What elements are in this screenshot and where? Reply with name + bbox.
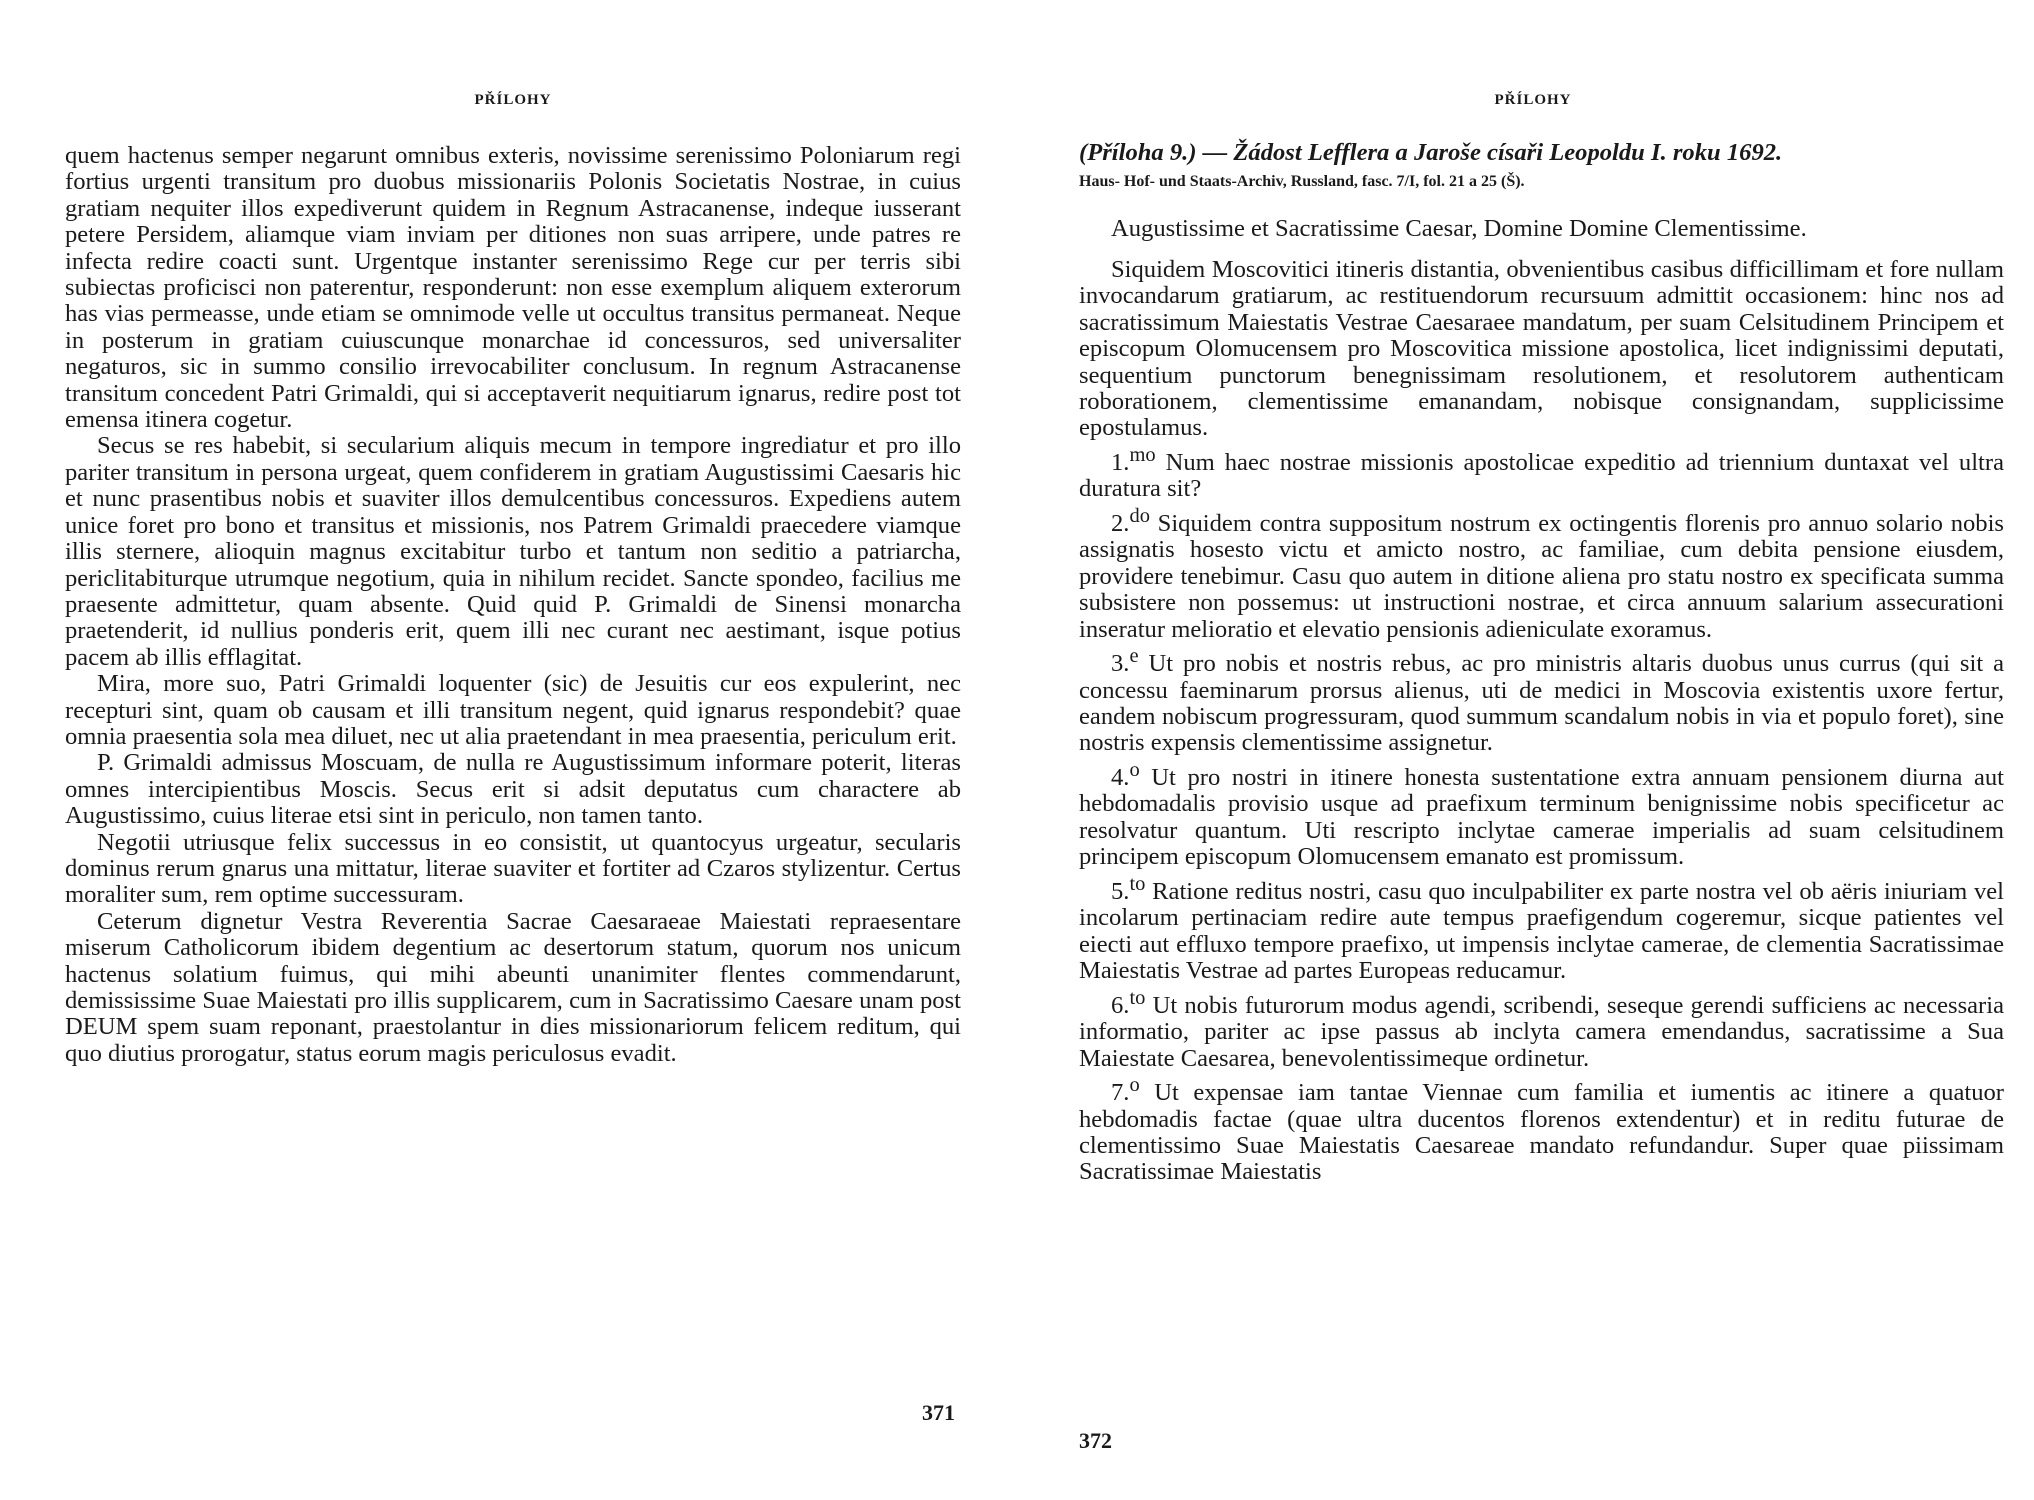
left-text-block — [65, 143, 961, 1067]
point-number: 4. — [1111, 764, 1130, 792]
numbered-point — [1079, 442, 2004, 503]
paragraph: Ceterum dignetur Vestra Reverentia Sacrae Caesaraeae Maiestati repraesentare miserum Catholicorum ibidem degentium ac desertorum statum, quorum nos unicum hactenus solatium fuimus, qui mihi abeunti unanimiter flentes commendarunt, demississime Suae Maiestati pro illis supplicarem, cum in Sacratissimo Caesare unam post DEUM spem suam reponant, praestolantur in dies missionariorum felicem reditum, qui quo diutius prorogatur, status eorum magis periculosus evadit. — [65, 907, 961, 1067]
archive-source: Haus- Hof- und Staats-Archiv, Russland, fasc. 7/I, fol. 21 a 25 (Š). — [1079, 173, 1525, 190]
paragraph: P. Grimaldi admissus Moscuam, de nulla re Augustissimum informare poterit, literas omnes intercipientibus Moscis. Secus erit si adsit deputatus cum charactere ab Augustissimo, cuius literae etsi sint in periculo, non tamen tanto. — [65, 749, 961, 830]
point-text: Siquidem contra suppositum nostrum ex octingentis florenis pro annuo solario nobis assignatis hosesto victu et amicto nostro, ac familiae, cum debita pensione eiusdem, providere tenebimur. Casu quo autem in ditione aliena pro statu nostro ex specificata summa subsistere non possemus: ut instructioni nostrae, et circa annuum salarium assecurationi inseratur melioratio et elevatio pensionis adieniculate exoramus. — [1079, 510, 2004, 643]
point-number: 3. — [1111, 650, 1130, 678]
appendix-title: (Příloha 9.) — Žádost Lefflera a Jaroše císaři Leopoldu I. roku 1692. — [1079, 139, 1783, 166]
point-number: 1. — [1111, 449, 1130, 477]
point-text: Ut expensae iam tantae Viennae cum familia et iumentis ac itinere a quatuor hebdomadis factae (quae ultra ducentos florenos extendentur) et in reditu futurae de clementissimo Suae Maiestatis Caesareae mandato refundandur. Super quae piissimam Sacratissimae Maiestatis — [1079, 1079, 2004, 1186]
point-text: Ut pro nobis et nostris rebus, ac pro ministris altaris duobus unus currus (qui sit a concessu faeminarum prorsus alienus, uti de medici in Moscovia existentis uxore fertur, eandem nobiscum progressuram, quod summum scandalum nobis in via et populo foret), sine nostris expensis clementissime assignetur. — [1079, 650, 2004, 757]
point-ordinal: o — [1129, 758, 1140, 781]
numbered-point — [1079, 643, 2004, 757]
left-page — [0, 0, 1000, 1500]
point-number: 7. — [1111, 1079, 1130, 1107]
numbered-point — [1079, 871, 2004, 985]
point-text: Ut pro nostri in itinere honesta sustentatione extra annuam pensionem diurna aut hebdomadalis provisio usque ad praefixum terminum benignissime nobis specificetur ac resolvatur quantum. Uti rescripto inclytae camerae imperialis ad suam celsitudinem principem episcopum Olomucensem emanato est promissum. — [1079, 764, 2004, 871]
page-number: 372 — [1079, 1428, 1112, 1453]
point-ordinal: mo — [1129, 443, 1156, 466]
point-number: 6. — [1111, 991, 1130, 1019]
intro-paragraph: Siquidem Moscovitici itineris distantia, obvenientibus casibus difficillimam et fore nullam invocandarum gratiarum, ac restituendorum recursuum admittit occasionem: hinc nos ad sacratissimum Maiestatis Vestrae Caesaraee mandatum, per suam Celsitudinem Principem et episcopum Olomucensem pro Moscovitica missione apostolica, licet indignissimi deputati, sequentium punctorum benegnissimam resolutionem, et resolutorem authenticam roborationem, clementissime emanandam, nobisque consignandam, supplicissime epostulamus. — [1079, 256, 2004, 442]
numbered-point — [1079, 757, 2004, 871]
point-ordinal: to — [1129, 986, 1146, 1009]
numbered-point — [1079, 503, 2004, 643]
point-ordinal: o — [1129, 1073, 1140, 1096]
point-text: Ut nobis futurorum modus agendi, scribendi, seseque gerendi sufficiens ac necessaria informatio, pariter ac ipse passus ab inclyta camera emendandus, sacratissime a Sua Maiestate Caesarea, benevolentissimeque ordinetur. — [1079, 991, 2004, 1072]
paragraph: Secus se res habebit, si secularium aliquis mecum in tempore ingrediatur et pro illo pariter transitum in persona urgeat, quem confiderem in gratiam Augustissimi Caesaris hic et nunc prasentibus nobis et suaviter illos demulcentibus concessuros. Expediens autem unice foret pro bono et transitus et missionis, nos Patrem Grimaldi praecedere viamque illis sternere, alioquin magnus excitabitur turbo et tantum non seditio a patriarcha, periclitabiturque utrumque negotium, quia in nihilum recidet. Sancte spondeo, facilius me praesente admittetur, quam absente. Quid quid P. Grimaldi de Sinensi monarcha praetenderit, id nullius ponderis erit, quem illi nec curant nec aestimant, isque potius pacem ab illis efflagitat. — [65, 432, 961, 671]
paragraph: Negotii utriusque felix successus in eo consistit, ut quantocyus urgeatur, secularis dominus rerum gnarus una mittatur, literae suaviter et fortiter ad Czaros stylizentur. Certus moraliter sum, rem optime successuram. — [65, 828, 961, 909]
point-text: Num haec nostrae missionis apostolicae expeditio ad triennium duntaxat vel ultra duratura sit? — [1079, 449, 2004, 503]
paragraph: Mira, more suo, Patri Grimaldi loquenter (sic) de Jesuitis cur eos expulerint, nec recepturi sint, quam ob causam et illi transitum negent, quid ignarus respondebit? quae omnia praesentia sola mea diluet, nec ut alia praetendant in mea praesentia, periculum erit. — [65, 670, 961, 750]
running-head: PŘÍLOHY — [474, 92, 552, 108]
numbered-point — [1079, 985, 2004, 1072]
point-ordinal: to — [1129, 872, 1146, 895]
numbered-point — [1079, 1072, 2004, 1186]
page-number: 371 — [922, 1400, 955, 1425]
salutation: Augustissime et Sacratissime Caesar, Domine Domine Clementissime. — [1111, 215, 1807, 242]
point-ordinal: do — [1129, 504, 1150, 527]
point-number: 2. — [1111, 510, 1130, 538]
point-text: Ratione reditus nostri, casu quo inculpabiliter ex parte nostra vel ob aëris iniuriam vel incolarum pertinaciam redire aute tempus praefigendum cogeremur, sicque patientes vel eiecti aut effluxo tempore praefixo, ut impensis inclytae camerae, de clementia Sacratissimae Maiestatis Vestrae ad partes Europeas reducamur. — [1079, 877, 2004, 985]
paragraph: quem hactenus semper negarunt omnibus exteris, novissime serenissimo Poloniarum regi fortius urgenti transitum pro duobus missionariis Polonis Societatis Nostrae, in cuius gratiam nequiter illos expediverunt quidem in Regnum Astracanense, indeque iusserant petere Persidem, aliamque viam inviam per ditiones non suas arripere, unde patres re infecta redire coacti sunt. Urgentque instanter serenissimo Rege cur per terris sibi subiectas proficisci non paterentur, responderunt: non esse exemplum aliquem exterorum has vias permeasse, unde etiam se omnimode velle ut occultus transitus permaneat. Neque in posterum in gratiam cuiuscunque monarchae id concessuros, sed universaliter negaturos, sic in summo consilio irrevocabiliter conclusum. In regnum Astracanense transitum concedent Patri Grimaldi, qui si acceptaverit nequitiarum ignarus, redire post tot emensa itinera cogetur. — [65, 142, 961, 434]
point-ordinal: e — [1129, 645, 1139, 668]
right-page — [1017, 0, 2034, 1500]
running-head: PŘÍLOHY — [1494, 92, 1572, 108]
point-number: 5. — [1111, 877, 1130, 905]
right-text-block — [1079, 139, 2004, 1186]
